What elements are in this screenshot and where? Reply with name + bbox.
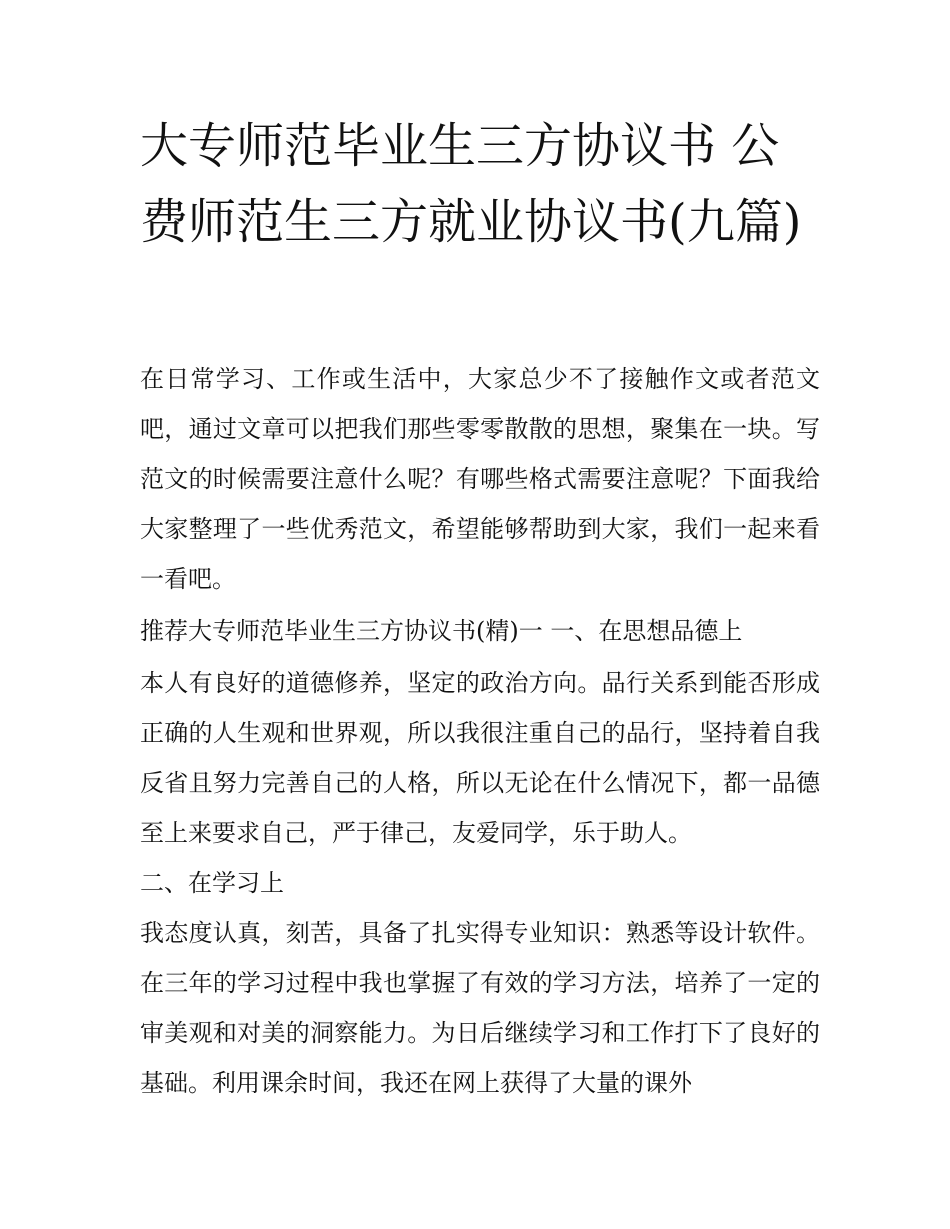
study-paragraph: 我态度认真，刻苦，具备了扎实得专业知识：熟悉等设计软件。在三年的学习过程中我也掌握了有效的学习方法，培养了一定的审美观和对美的洞察能力。为日后继续学习和工作打下了良好的基础。利用课余时间，我还在网上获得了大量的课外 [140,919,820,1097]
intro-paragraph: 在日常学习、工作或生活中，大家总少不了接触作文或者范文吧，通过文章可以把我们那些零零散散的思想，聚集在一块。写范文的时候需要注意什么呢？有哪些格式需要注意呢？下面我给大家整理了一些优秀范文，希望能够帮助到大家，我们一起来看一看吧。 [140,365,820,593]
recommend-heading: 推荐大专师范毕业生三方协议书(精)一 一、在思想品德上 [140,617,743,645]
ethics-paragraph: 本人有良好的道德修养，坚定的政治方向。品行关系到能否形成正确的人生观和世界观，所以我很注重自己的品行，坚持着自我反省且努力完善自己的人格，所以无论在什么情况下，都一品德至上来要求自己，严于律己，友爱同学，乐于助人。 [140,669,820,847]
document-title: 大专师范毕业生三方协议书 公费师范生三方就业协议书(九篇) [140,118,802,250]
study-heading: 二、在学习上 [140,869,284,897]
